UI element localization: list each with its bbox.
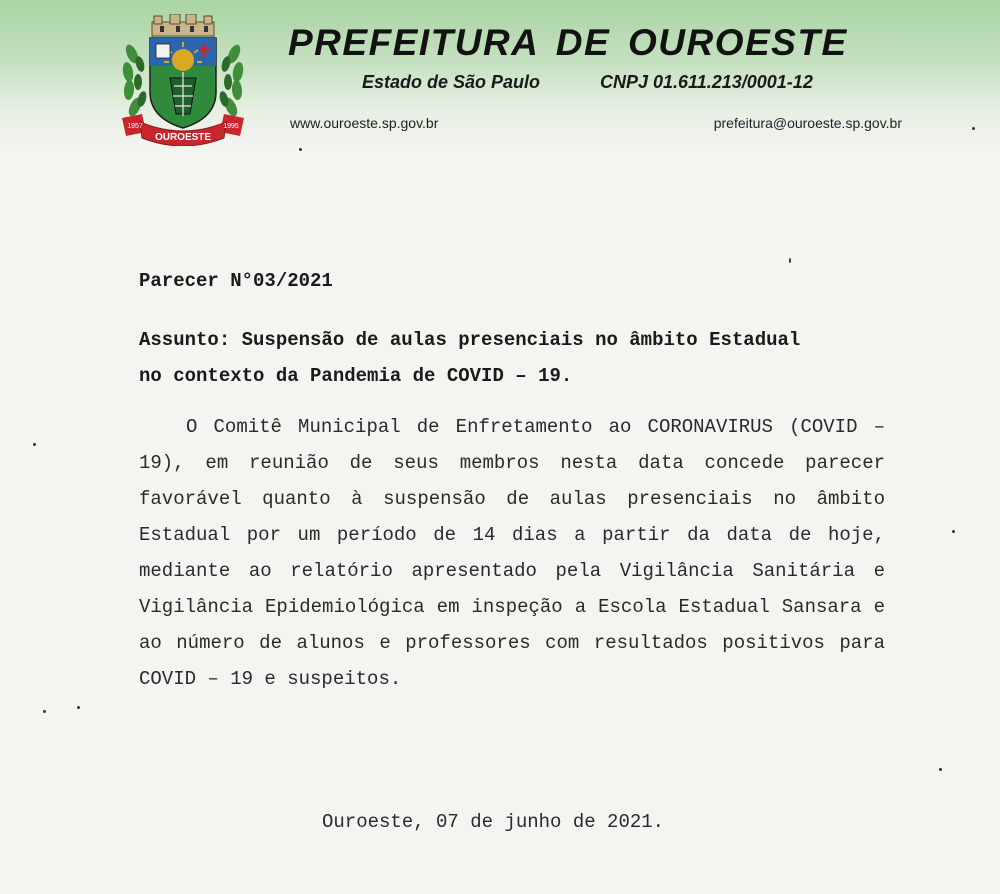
- scan-speck: [789, 258, 791, 263]
- crest-name: OUROESTE: [154, 132, 212, 143]
- scan-speck: [939, 768, 942, 771]
- scan-speck: [299, 148, 302, 151]
- website-link[interactable]: www.ouroeste.sp.gov.br: [290, 115, 439, 131]
- crest-year-left: 1957: [127, 123, 143, 130]
- body-paragraph: O Comitê Municipal de Enfretamento ao CORONAVIRUS (COVID – 19), em reunião de seus membros nesta data concede parecer favorável quanto à suspensão de aulas presenciais no âmbito Estadual por um período de 14 dias a partir da data de hoje, mediante ao relatório apresentado pela Vigilância Sanitária e Vigilância Epidemiológica em inspeção a Escola Estadual Sansara e ao número de alunos e professores com resultados positivos para COVID – 19 e suspeitos.: [139, 416, 885, 690]
- scan-speck: [33, 443, 36, 446]
- cnpj-label: CNPJ 01.611.213/0001-12: [600, 72, 813, 92]
- municipal-crest-logo: [118, 14, 248, 146]
- date-line: Ouroeste, 07 de junho de 2021.: [322, 811, 665, 833]
- scan-speck: [43, 710, 46, 713]
- subject-heading: [139, 322, 889, 394]
- email-link[interactable]: prefeitura@ouroeste.sp.gov.br: [713, 115, 902, 131]
- crest-year-right: 1995: [223, 123, 239, 130]
- municipality-title: PREFEITURA DE OUROESTE: [288, 22, 848, 63]
- state-label: Estado de São Paulo: [362, 72, 541, 92]
- scan-speck: [972, 127, 975, 130]
- scan-speck: [952, 530, 955, 533]
- subject-line-2: no contexto da Pandemia de COVID – 19.: [139, 365, 573, 387]
- subject-line-1: Assunto: Suspensão de aulas presenciais no âmbito Estadual: [139, 329, 801, 351]
- parecer-number: Parecer N°03/2021: [139, 270, 333, 292]
- scan-speck: [77, 706, 80, 709]
